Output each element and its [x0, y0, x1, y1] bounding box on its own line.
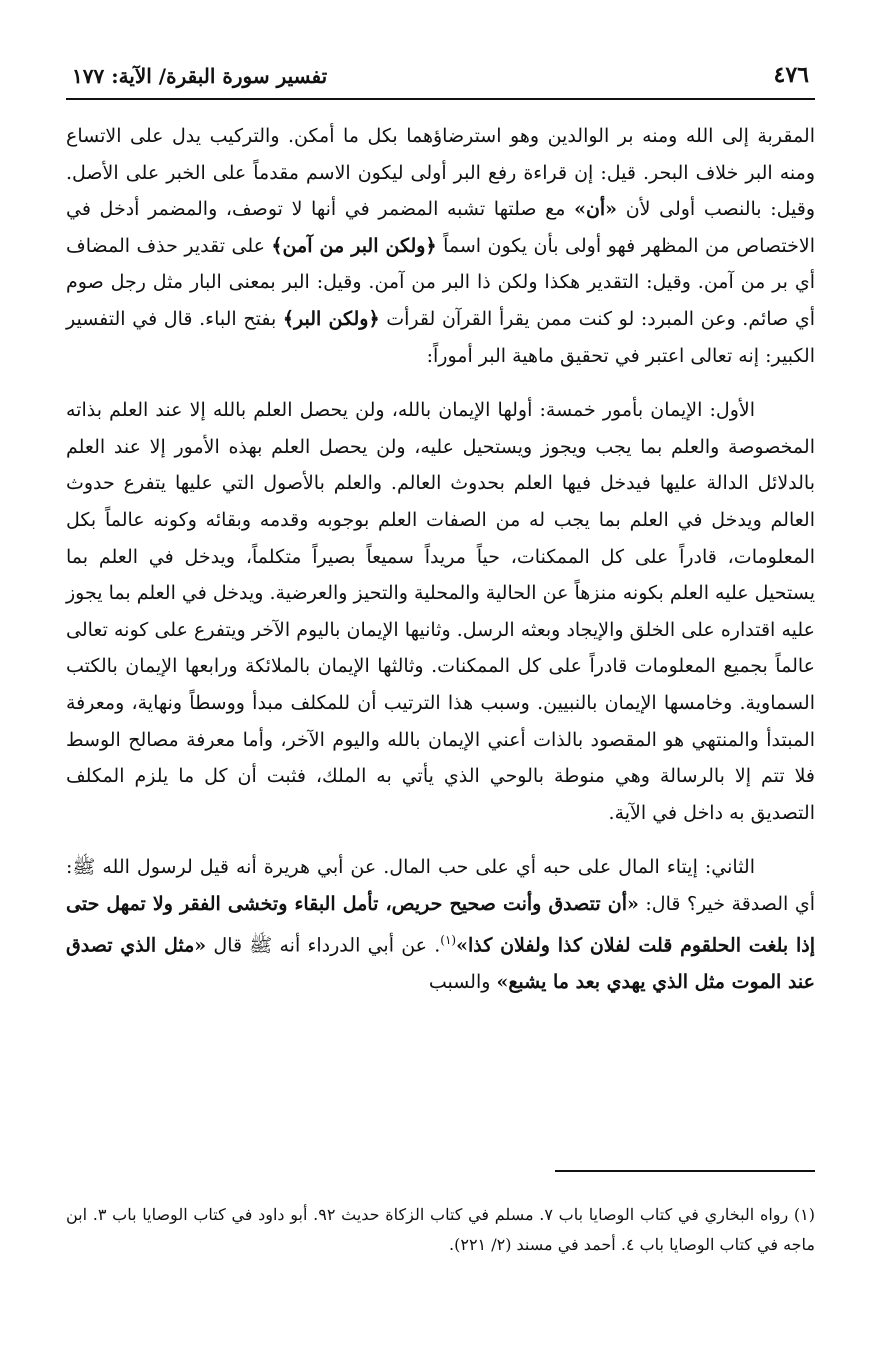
quran-quote: ﴿ولكن البر﴾	[282, 307, 380, 330]
quoted-word: «أن»	[574, 198, 618, 221]
text-span: . عن أبي الدرداء أنه ﷺ قال	[206, 934, 441, 957]
page-header	[66, 58, 815, 100]
running-title: تفسير سورة البقرة/ الآية: ١٧٧	[72, 64, 328, 88]
footnotes	[66, 1200, 815, 1260]
text-span: والسبب	[428, 971, 497, 994]
paragraph-3	[66, 849, 815, 1001]
footnote-1: (١) رواه البخاري في كتاب الوصايا باب ٧. مسلم في كتاب الزكاة حديث ٩٢. أبو داود في كتاب الوصايا باب ٣. ابن ماجه في كتاب الوصايا باب ٤. أحمد في مسند (٢/ ٢٢١).	[66, 1205, 816, 1254]
text-span: الثاني: إيتاء المال على حبه أي على حب المال. عن أبي هريرة أنه قيل لرسول الله ﷺ: أي الصدقة خير؟ قال:	[66, 856, 815, 915]
paragraph-1	[66, 118, 815, 374]
page-number: ٤٧٦	[773, 62, 809, 88]
footnote-divider	[555, 1170, 815, 1172]
footnote-reference: (١)	[440, 933, 457, 948]
text-span: مع صلتها تشبه المضمر في أنها لا توصف، والمضمر أدخل في الاختصاص من المظهر فهو أولى بأن يكون اسماً	[66, 198, 815, 257]
main-text	[66, 118, 815, 1001]
hadith-quote: «أن تتصدق وأنت صحيح حريص، تأمل البقاء وتخشى الفقر ولا تمهل حتى إذا بلغت الحلقوم قلت لفلان كذا ولفلان كذا»	[66, 892, 816, 957]
quran-quote: ﴿ولكن البر من آمن﴾	[271, 234, 437, 257]
paragraph-2: الأول: الإيمان بأمور خمسة: أولها الإيمان بالله، ولن يحصل العلم بالله إلا عند العلم بذاته المخصوصة والعلم بما يجب ويجوز ويستحيل عليه، ولن يحصل العلم بهذه الأمور إلا عند العلم بالدلائل الدالة عليها فيدخل فيها العلم بحدوث العالم. والعلم بالأصول التي عليها يتفرع حدوث العالم ويدخل في العلم بما يجب له من الصفات العلم بوجوبه وقدمه وبقائه وكونه عالماً بكل المعلومات، قادراً على كل الممكنات، حياً مريداً سميعاً بصيراً متكلماً، ويدخل في العلم بما يستحيل عليه العلم بكونه منزهاً عن الحالية والمحلية والتحيز والعرضية. ويدخل في العلم بما يجوز عليه اقتداره على الخلق والإيجاد وبعثه الرسل. وثانيها الإيمان باليوم الآخر ويتفرع على كونه تعالى عالماً بجميع المعلومات قادراً على كل الممكنات. وثالثها الإيمان بالملائكة ورابعها الإيمان بالكتب السماوية. وخامسها الإيمان بالنبيين. وسبب هذا الترتيب أن للمكلف مبدأ ووسطاً ونهاية، ومعرفة المبتدأ والمنتهي هو المقصود بالذات أعني الإيمان بالله واليوم الآخر، وأما معرفة مصالح الوسط فلا تتم إلا بالرسالة وهي منوطة بالوحي الذي يأتي به الملك، فثبت أن كل ما يلزم المكلف التصديق به داخل في الآية.	[66, 399, 815, 824]
text-span: المقربة إلى الله ومنه بر الوالدين وهو استرضاؤهما بكل ما أمكن. والتركيب يدل على الاتساع ومنه البر خلاف البحر. قيل: إن قراءة رفع البر أولى ليكون الاسم مقدماً على الخبر على الأصل. وقيل: بالنصب أولى لأن	[66, 125, 816, 221]
text-span: بفتح الباء. قال في التفسير الكبير: إنه تعالى اعتبر في تحقيق ماهية البر أموراً:	[66, 307, 815, 367]
hadith-quote: «مثل الذي تصدق عند الموت مثل الذي يهدي بعد ما يشبع»	[66, 934, 815, 994]
text-span: على تقدير حذف المضاف أي بر من آمن. وقيل: التقدير هكذا ولكن ذا البر من آمن. وقيل: البر بمعنى البار مثل رجل صوم أي صائم. وعن المبرد: لو كنت ممن يقرأ القرآن لقرأت	[66, 234, 815, 330]
